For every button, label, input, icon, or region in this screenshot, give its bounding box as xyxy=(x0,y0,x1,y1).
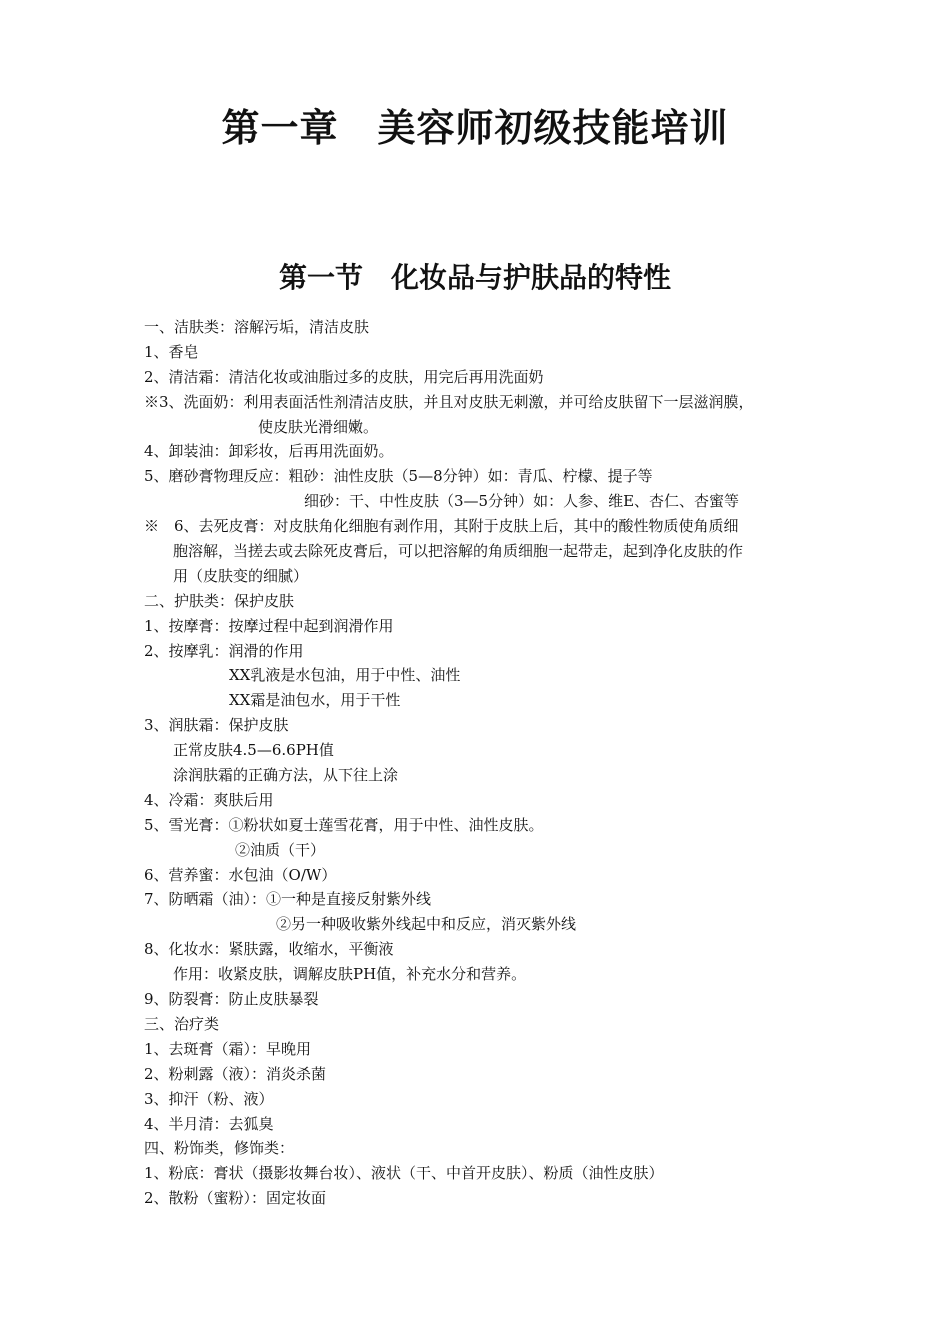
text-line: 使皮肤光滑细嫩。 xyxy=(258,417,379,436)
text-line: 4、半月清：去狐臭 xyxy=(144,1114,274,1133)
text-line: 3、润肤霜：保护皮肤 xyxy=(144,716,289,735)
text-line: ※3、洗面奶：利用表面活性剂清洁皮肤，并且对皮肤无刺激，并可给皮肤留下一层滋润膜， xyxy=(144,392,754,411)
text-line: 细砂：干、中性皮肤（3—5分钟）如：人参、维E、杏仁、杏蜜等 xyxy=(304,492,740,511)
text-line: 3、抑汗（粉、液） xyxy=(144,1089,274,1108)
text-line: 7、防晒霜（油）：①一种是直接反射紫外线 xyxy=(144,890,432,909)
text-line: 1、按摩膏：按摩过程中起到润滑作用 xyxy=(144,616,394,635)
text-line: 2、清洁霜：清洁化妆或油脂过多的皮肤，用完后再用洗面奶 xyxy=(144,367,544,386)
text-line: 9、防裂膏：防止皮肤暴裂 xyxy=(144,990,319,1009)
text-line: 三、治疗类 xyxy=(144,1014,220,1033)
text-line: ※ 6、去死皮膏：对皮肤角化细胞有剥作用，其附于皮肤上后，其中的酸性物质使角质细 xyxy=(144,517,739,536)
text-line: 胞溶解，当搓去或去除死皮膏后，可以把溶解的角质细胞一起带走，起到净化皮肤的作 xyxy=(173,542,744,561)
text-line: 二、护肤类：保护皮肤 xyxy=(144,591,295,610)
text-line: 用（皮肤变的细腻） xyxy=(173,566,309,585)
section-title: 第一节 化妆品与护肤品的特性 xyxy=(278,261,671,294)
chapter-title: 第一章 美容师初级技能培训 xyxy=(221,106,729,150)
body-text xyxy=(144,315,824,1211)
text-line: 1、去斑膏（霜）：早晚用 xyxy=(144,1039,312,1058)
text-line: 1、香皂 xyxy=(144,342,199,361)
text-line: 一、洁肤类：溶解污垢，清洁皮肤 xyxy=(144,318,370,336)
text-line: 1、粉底：膏状（摄影妆舞台妆）、液状（干、中首开皮肤）、粉质（油性皮肤） xyxy=(144,1164,664,1183)
text-line: ②另一种吸收紫外线起中和反应，消灭紫外线 xyxy=(276,915,577,934)
text-line: 2、散粉（蜜粉）：固定妆面 xyxy=(144,1189,327,1208)
text-line: 涂润肤霜的正确方法，从下往上涂 xyxy=(173,766,399,785)
text-line: ②油质（干） xyxy=(235,840,326,859)
text-line: XX霜是油包水，用于干性 xyxy=(229,691,401,710)
text-line: 2、粉刺露（液）：消炎杀菌 xyxy=(144,1064,327,1083)
text-line: XX乳液是水包油，用于中性、油性 xyxy=(229,666,461,685)
text-line: 5、磨砂膏物理反应：粗砂：油性皮肤（5—8分钟）如：青瓜、柠檬、提子等 xyxy=(144,467,653,486)
text-line: 作用：收紧皮肤，调解皮肤PH值，补充水分和营养。 xyxy=(173,965,527,984)
text-line: 正常皮肤4.5—6.6PH值 xyxy=(173,741,334,760)
text-line: 8、化妆水：紧肤露，收缩水，平衡液 xyxy=(144,940,394,959)
text-line: 2、按摩乳：润滑的作用 xyxy=(144,641,304,660)
text-line: 6、营养蜜：水包油（O/W） xyxy=(144,865,337,884)
text-line: 四、粉饰类，修饰类： xyxy=(144,1139,295,1158)
text-line: 4、冷霜：爽肤后用 xyxy=(144,790,274,809)
text-line: 4、卸装油：卸彩妆，后再用洗面奶。 xyxy=(144,442,394,461)
text-line: 5、雪光膏：①粉状如夏士莲雪花膏，用于中性、油性皮肤。 xyxy=(144,815,544,834)
